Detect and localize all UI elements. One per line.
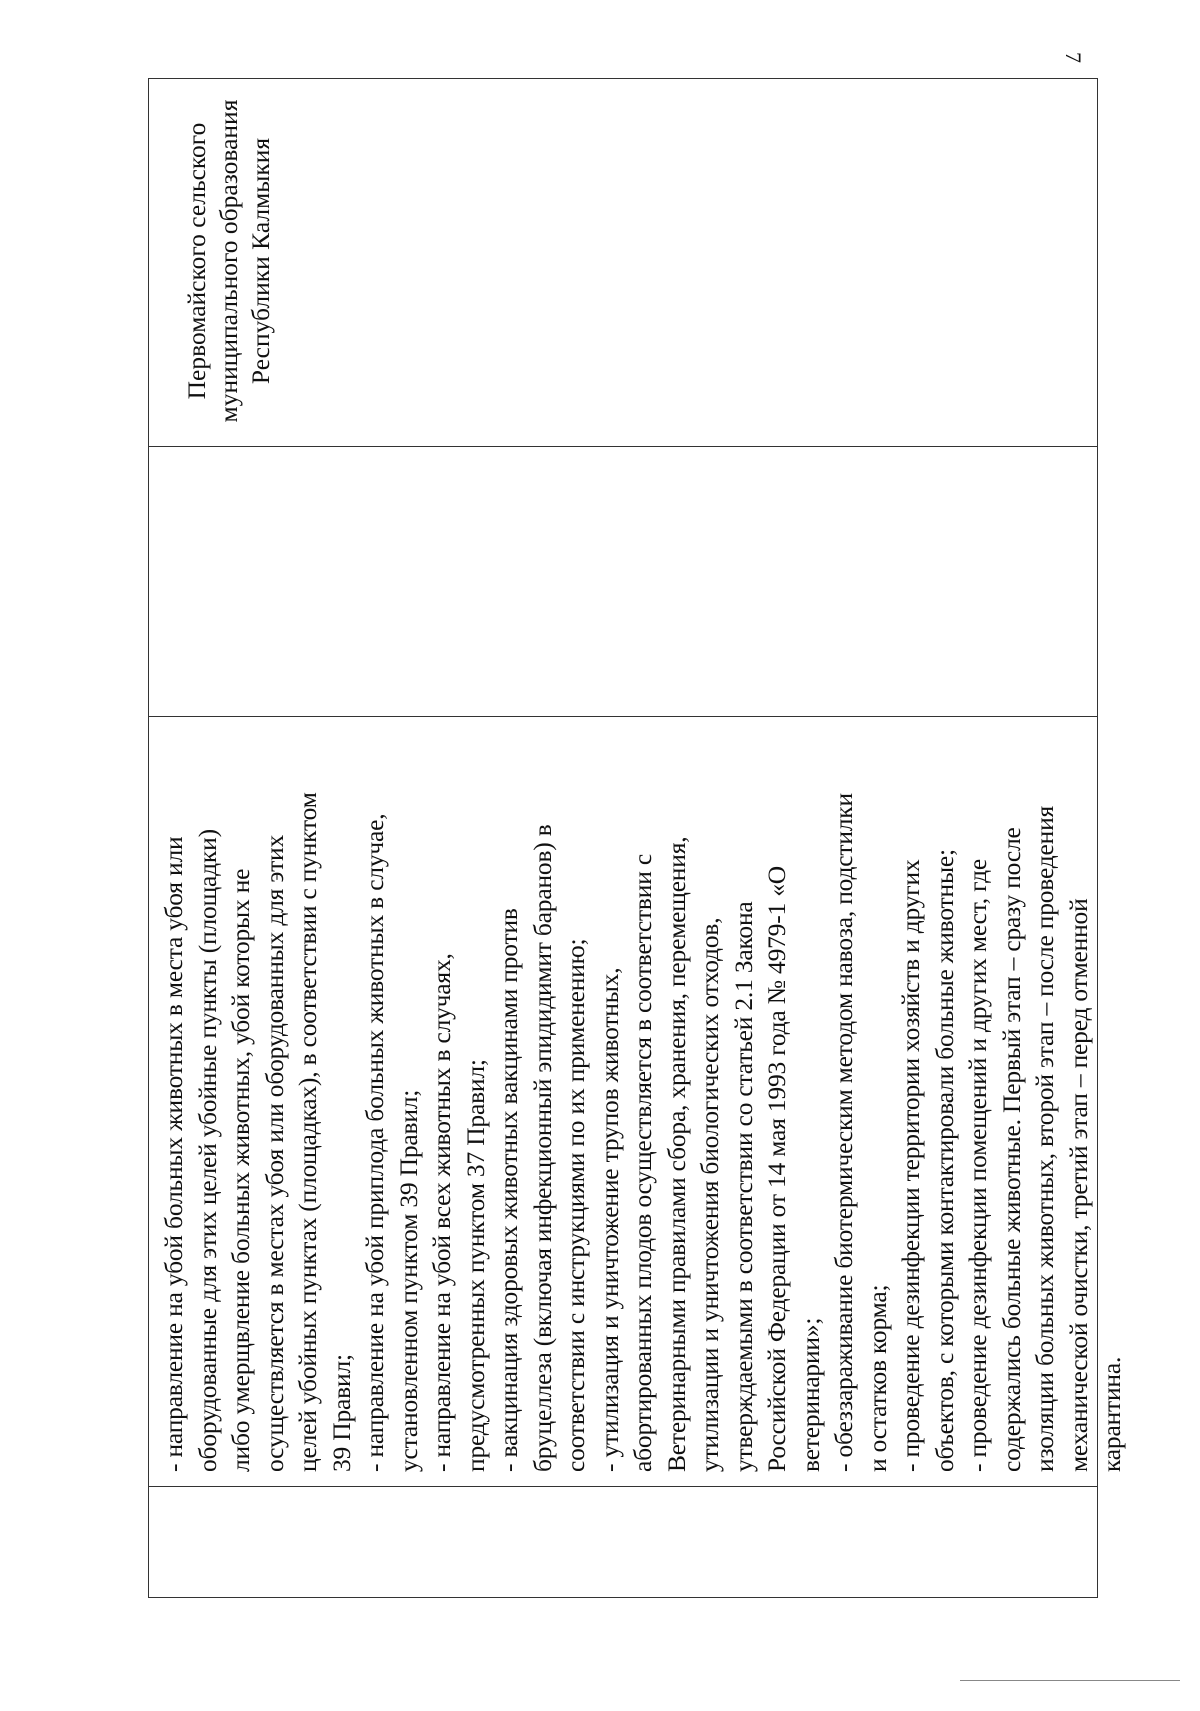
measure-line: объектов, с которыми контактировали больные животные; <box>929 849 959 1472</box>
measure-line: изоляции больных животных, второй этап – после проведения <box>1030 805 1059 1472</box>
measure-line: - направление на убой всех животных в случаях, <box>427 953 456 1472</box>
measure-line: целей убойных пунктах (площадках), в соответствии с пунктом <box>293 792 322 1472</box>
measure-line: карантина. <box>1097 1356 1126 1472</box>
measure-line: - утилизация и уничтожение трупов животных, <box>594 967 624 1472</box>
measures-column <box>149 717 1126 1487</box>
measure-line: - вакцинация здоровых животных вакцинами против <box>494 908 523 1472</box>
measure-line: механической очистки, третий этап – перед отменной <box>1063 898 1093 1472</box>
deadline-column <box>149 447 1097 717</box>
measure-line: утилизации и уничтожения биологических отходов, <box>695 917 724 1472</box>
footer-rule <box>960 1680 1180 1681</box>
measure-line: оборудованные для этих целей убойные пункты (площадки) <box>192 829 222 1472</box>
page-number: 7 <box>1061 52 1086 63</box>
responsible-column <box>149 77 1097 447</box>
measure-line: - обеззараживание биотермическим методом навоза, подстилки <box>829 793 858 1472</box>
measure-line: содержались больные животные. Первый этап – сразу после <box>996 827 1026 1472</box>
measure-line: абортированных плодов осуществляется в соответствии с <box>628 854 657 1472</box>
measure-line: - проведение дезинфекции помещений и других мест, где <box>963 859 992 1472</box>
measures-table <box>148 78 1126 1598</box>
measure-line: осуществляется в местах убоя или оборудованных для этих <box>259 834 289 1472</box>
measure-line: либо умерщвление больных животных, убой которых не <box>226 868 255 1472</box>
responsible-line: муниципального образования <box>214 99 243 423</box>
responsible-organization <box>181 76 277 446</box>
measure-line: бруцеллеза (включая инфекционный эпидидимит баранов) в <box>527 824 557 1472</box>
measure-line: 39 Правил; <box>326 1354 356 1472</box>
measures-list <box>157 722 1129 1472</box>
measure-line: соответствии с инструкциями по их применению; <box>561 938 590 1472</box>
measure-line: - проведение дезинфекции территории хозяйств и других <box>896 859 925 1472</box>
measure-line: предусмотренных пунктом 37 Правил; <box>460 1059 490 1472</box>
responsible-line: Первомайского сельского <box>182 122 211 400</box>
measure-line: - направление на убой больных животных в места убоя или <box>159 836 188 1472</box>
number-column <box>149 1487 1097 1597</box>
measure-line: установленном пунктом 39 Правил; <box>393 1089 423 1472</box>
measure-line: Российской Федерации от 14 мая 1993 года № 4979-1 «О <box>762 865 791 1472</box>
measure-line: ветеринарии»; <box>795 1317 825 1472</box>
measure-line: Ветеринарными правилами сбора, хранения, перемещения, <box>661 836 691 1472</box>
measure-line: - направление на убой приплода больных животных в случае, <box>360 813 389 1472</box>
responsible-line: Республики Калмыкия <box>246 137 275 385</box>
measure-line: утверждаемыми в соответствии со статьей 2.1 Закона <box>728 901 758 1472</box>
measure-line: и остатков корма; <box>862 1284 892 1472</box>
